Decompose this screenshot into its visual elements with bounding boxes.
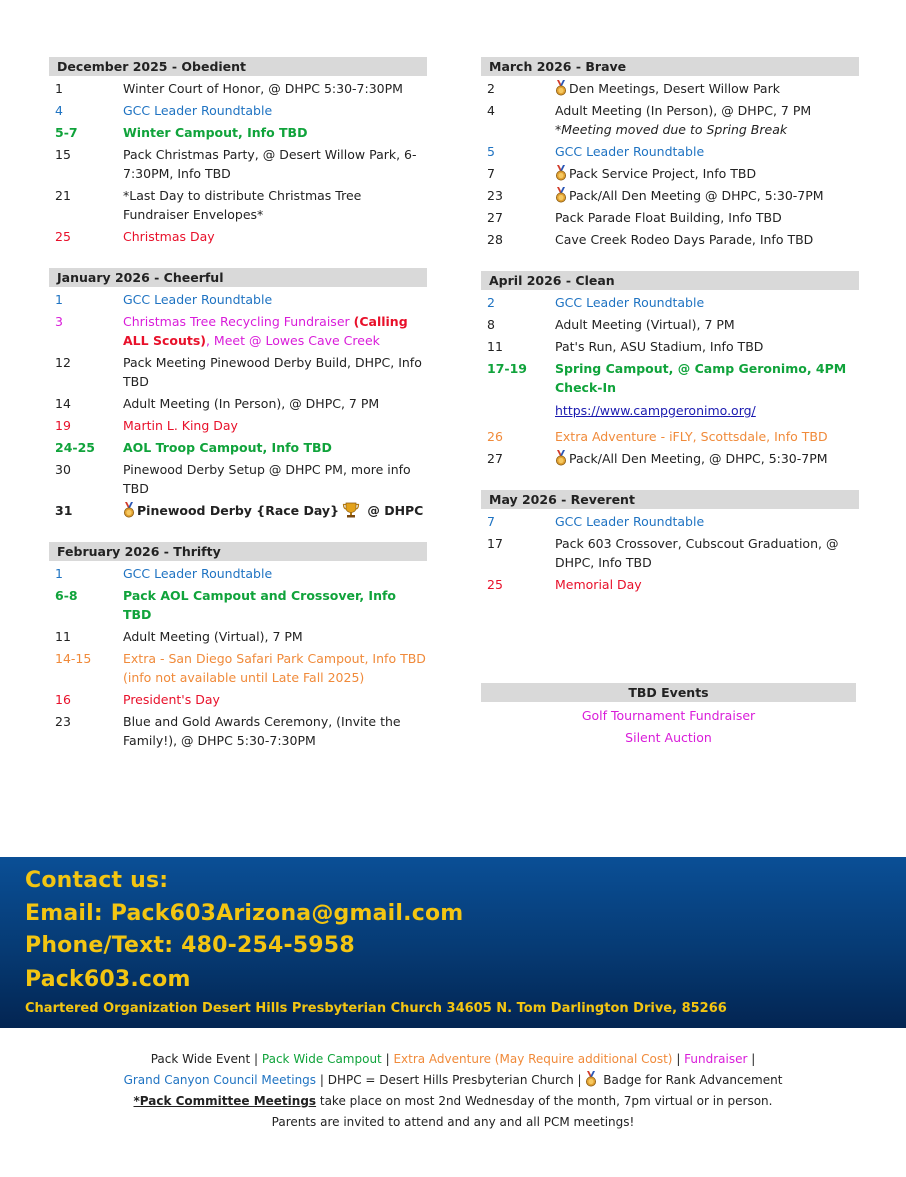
legend-committee-text: take place on most 2nd Wednesday of the month, 7pm virtual or in person. — [316, 1094, 773, 1108]
event-date: 21 — [55, 188, 71, 203]
tbd-header: TBD Events — [481, 683, 856, 702]
event-text-main: Martin L. King Day — [123, 418, 238, 433]
event-text-after: @ DHPC — [362, 503, 424, 518]
event-text-main: Pack/All Den Meeting @ DHPC, 5:30-7PM — [569, 188, 824, 203]
month-header: May 2026 - Reverent — [481, 490, 859, 509]
event-text — [123, 690, 427, 709]
tbd-item: Golf Tournament Fundraiser — [581, 708, 756, 723]
event-text — [123, 501, 427, 520]
event-row — [481, 315, 859, 334]
event-text — [123, 186, 427, 224]
event-text — [555, 575, 859, 594]
legend-badge: Badge for Rank Advancement — [603, 1073, 783, 1087]
month-section — [481, 490, 859, 594]
event-row — [49, 690, 427, 709]
event-text-main: Adult Meeting (In Person), @ DHPC, 7 PM — [555, 103, 812, 118]
event-text-main: GCC Leader Roundtable — [123, 566, 273, 581]
event-date: 25 — [55, 229, 71, 244]
event-text-part: (Calling ALL Scouts) — [123, 314, 408, 348]
event-text — [123, 438, 427, 457]
tbd-item: Silent Auction — [625, 730, 712, 745]
event-text-main: Pinewood Derby {Race Day} — [137, 503, 339, 518]
event-row — [481, 142, 859, 161]
event-row — [49, 501, 427, 520]
event-text-main: Pack 603 Crossover, Cubscout Graduation, @ DHPC, Info TBD — [555, 536, 839, 570]
event-date: 23 — [487, 188, 503, 203]
event-date: 19 — [55, 418, 71, 433]
legend-line-3 — [0, 1091, 906, 1112]
event-row — [481, 230, 859, 249]
event-text — [555, 142, 859, 161]
event-row — [481, 512, 859, 531]
right-column — [481, 57, 859, 616]
legend-parents: Parents are invited to attend and any and all PCM meetings! — [271, 1115, 635, 1129]
event-date: 14-15 — [55, 651, 92, 666]
event-date: 12 — [55, 355, 71, 370]
event-text — [123, 312, 427, 350]
event-row — [49, 564, 427, 583]
event-text — [123, 145, 427, 183]
month-header: January 2026 - Cheerful — [49, 268, 427, 287]
event-row — [481, 293, 859, 312]
event-text-main: Pack/All Den Meeting, @ DHPC, 5:30-7PM — [569, 451, 828, 466]
event-text-part: Christmas Tree Recycling Fundraiser — [123, 314, 354, 329]
event-text — [123, 79, 427, 98]
month-header: February 2026 - Thrifty — [49, 542, 427, 561]
month-header: December 2025 - Obedient — [49, 57, 427, 76]
event-link-cell — [555, 401, 859, 420]
legend-separator: | — [316, 1073, 328, 1087]
contact-heading: Contact us: — [25, 868, 169, 893]
event-date: 8 — [487, 317, 495, 332]
contact-email[interactable]: Email: Pack603Arizona@gmail.com — [25, 901, 464, 926]
event-row — [49, 416, 427, 435]
tbd-events — [481, 683, 856, 749]
event-date: 17 — [487, 536, 503, 551]
event-date: 3 — [55, 314, 63, 329]
event-text — [555, 337, 859, 356]
event-text — [555, 534, 859, 572]
contact-banner — [0, 857, 906, 1028]
legend-dhpc: DHPC = Desert Hills Presbyterian Church — [327, 1073, 574, 1087]
event-date: 24-25 — [55, 440, 95, 455]
event-text-main: AOL Troop Campout, Info TBD — [123, 440, 332, 455]
event-date: 2 — [487, 81, 495, 96]
event-text-part: , Meet @ Lowes Cave Creek — [205, 333, 380, 348]
medal-icon — [555, 165, 567, 181]
event-text-main: Winter Court of Honor, @ DHPC 5:30-7:30PM — [123, 81, 403, 96]
event-text — [555, 512, 859, 531]
event-text-main: Spring Campout, @ Camp Geronimo, 4PM Check-In — [555, 361, 847, 395]
event-link-spacer — [481, 401, 555, 420]
legend-separator: | — [747, 1052, 756, 1066]
event-text — [123, 564, 427, 583]
event-link-row — [481, 401, 859, 420]
event-text — [123, 712, 427, 750]
event-row — [49, 353, 427, 391]
event-text-main: Pack Christmas Party, @ Desert Willow Park, 6-7:30PM, Info TBD — [123, 147, 417, 181]
event-text-main: Pack Parade Float Building, Info TBD — [555, 210, 782, 225]
event-date: 16 — [55, 692, 71, 707]
event-date: 15 — [55, 147, 71, 162]
event-text-main: GCC Leader Roundtable — [123, 292, 273, 307]
event-text-main: GCC Leader Roundtable — [555, 144, 705, 159]
month-section — [49, 542, 427, 750]
event-row — [481, 337, 859, 356]
event-date: 31 — [55, 503, 73, 518]
event-row — [49, 586, 427, 624]
event-row — [49, 123, 427, 142]
legend-line-1 — [0, 1049, 906, 1070]
event-text-main: Pat's Run, ASU Stadium, Info TBD — [555, 339, 764, 354]
event-row — [481, 186, 859, 205]
month-section — [481, 57, 859, 249]
event-row — [49, 145, 427, 183]
event-text — [555, 427, 859, 446]
event-text-main: GCC Leader Roundtable — [123, 103, 273, 118]
event-date: 1 — [55, 566, 63, 581]
event-row — [49, 186, 427, 224]
event-text-main: Adult Meeting (Virtual), 7 PM — [555, 317, 735, 332]
event-text — [123, 416, 427, 435]
event-text — [555, 359, 859, 397]
event-date: 17-19 — [487, 361, 527, 376]
legend-separator: | — [573, 1073, 586, 1087]
event-row — [49, 649, 427, 687]
legend-separator: | — [381, 1052, 394, 1066]
event-date: 30 — [55, 462, 71, 477]
contact-site[interactable]: Pack603.com — [25, 967, 191, 992]
event-date: 23 — [55, 714, 71, 729]
event-text — [123, 123, 427, 142]
event-text-main: Christmas Day — [123, 229, 215, 244]
legend-fundraiser: Fundraiser — [684, 1052, 748, 1066]
event-date: 6-8 — [55, 588, 78, 603]
event-text-main: Pack Meeting Pinewood Derby Build, DHPC, Info TBD — [123, 355, 422, 389]
event-date: 5 — [487, 144, 495, 159]
event-date: 7 — [487, 166, 495, 181]
event-date: 2 — [487, 295, 495, 310]
event-date: 27 — [487, 210, 503, 225]
event-row — [49, 290, 427, 309]
event-text — [555, 230, 859, 249]
medal-icon — [585, 1071, 597, 1087]
event-text — [123, 649, 427, 687]
event-text — [555, 164, 859, 183]
legend-separator: | — [672, 1052, 685, 1066]
event-date: 5-7 — [55, 125, 78, 140]
event-row — [481, 164, 859, 183]
medal-icon — [555, 187, 567, 203]
event-row — [481, 208, 859, 227]
legend — [0, 1049, 906, 1133]
trophy-icon — [342, 502, 360, 518]
event-text — [555, 79, 859, 98]
event-text-main: *Last Day to distribute Christmas Tree Fundraiser Envelopes* — [123, 188, 362, 222]
event-row — [481, 575, 859, 594]
medal-icon — [555, 80, 567, 96]
event-date: 28 — [487, 232, 503, 247]
event-row — [481, 101, 859, 139]
month-header: April 2026 - Clean — [481, 271, 859, 290]
contact-phone[interactable]: Phone/Text: 480-254-5958 — [25, 933, 355, 958]
event-text — [123, 290, 427, 309]
event-row — [49, 712, 427, 750]
event-row — [49, 460, 427, 498]
event-text-main: Cave Creek Rodeo Days Parade, Info TBD — [555, 232, 814, 247]
legend-pack-event: Pack Wide Event — [150, 1052, 251, 1066]
event-text — [555, 293, 859, 312]
month-section — [481, 271, 859, 468]
event-row — [49, 394, 427, 413]
month-section — [49, 57, 427, 246]
event-text — [555, 101, 859, 139]
event-date: 25 — [487, 577, 503, 592]
event-row — [481, 359, 859, 397]
month-header: March 2026 - Brave — [481, 57, 859, 76]
event-text-main: Memorial Day — [555, 577, 642, 592]
event-text — [123, 394, 427, 413]
event-text-main: GCC Leader Roundtable — [555, 514, 705, 529]
event-row — [481, 79, 859, 98]
event-text-main: Winter Campout, Info TBD — [123, 125, 308, 140]
event-text — [555, 449, 859, 468]
event-text-main: Adult Meeting (In Person), @ DHPC, 7 PM — [123, 396, 380, 411]
event-date: 1 — [55, 81, 63, 96]
event-text-main: Pack AOL Campout and Crossover, Info TBD — [123, 588, 397, 622]
event-text — [555, 186, 859, 205]
medal-icon — [555, 450, 567, 466]
event-date: 11 — [487, 339, 503, 354]
camp-geronimo-link[interactable]: https://www.campgeronimo.org/ — [555, 403, 756, 418]
event-row — [49, 312, 427, 350]
event-date: 27 — [487, 451, 503, 466]
event-text-main: Pinewood Derby Setup @ DHPC PM, more info TBD — [123, 462, 411, 496]
legend-committee-label: *Pack Committee Meetings — [133, 1094, 317, 1108]
legend-separator: | — [250, 1052, 262, 1066]
month-section — [49, 268, 427, 520]
event-text-main: Pack Service Project, Info TBD — [569, 166, 757, 181]
event-date: 14 — [55, 396, 71, 411]
event-date: 26 — [487, 429, 503, 444]
event-text — [123, 586, 427, 624]
event-note: *Meeting moved due to Spring Break — [555, 122, 788, 137]
event-text-main: Adult Meeting (Virtual), 7 PM — [123, 629, 303, 644]
legend-line-2 — [0, 1070, 906, 1091]
event-row — [481, 534, 859, 572]
event-row — [481, 449, 859, 468]
event-row — [481, 427, 859, 446]
event-text — [123, 627, 427, 646]
legend-gcc: Grand Canyon Council Meetings — [123, 1073, 317, 1087]
event-text — [123, 353, 427, 391]
event-text-main: Extra - San Diego Safari Park Campout, Info TBD (info not available until Late Fall 2025) — [123, 651, 426, 685]
event-text — [555, 208, 859, 227]
event-date: 4 — [55, 103, 63, 118]
event-text — [123, 101, 427, 120]
left-column — [49, 57, 427, 772]
contact-charter: Chartered Organization Desert Hills Presbyterian Church 34605 N. Tom Darlington Drive, 85266 — [25, 1001, 727, 1016]
event-text-main: Blue and Gold Awards Ceremony, (Invite the Family!), @ DHPC 5:30-7:30PM — [123, 714, 401, 748]
event-text-main: GCC Leader Roundtable — [555, 295, 705, 310]
medal-icon — [123, 502, 135, 518]
event-row — [49, 101, 427, 120]
event-text — [555, 315, 859, 334]
event-text — [123, 460, 427, 498]
legend-pack-campout: Pack Wide Campout — [261, 1052, 382, 1066]
event-date: 11 — [55, 629, 71, 644]
event-row — [49, 627, 427, 646]
event-date: 1 — [55, 292, 63, 307]
event-row — [49, 227, 427, 246]
event-text — [123, 227, 427, 246]
event-text-main: Den Meetings, Desert Willow Park — [569, 81, 780, 96]
event-text-main: Extra Adventure - iFLY, Scottsdale, Info TBD — [555, 429, 828, 444]
legend-extra: Extra Adventure (May Require additional Cost) — [393, 1052, 673, 1066]
event-date: 7 — [487, 514, 495, 529]
event-text-main: President's Day — [123, 692, 220, 707]
event-row — [49, 79, 427, 98]
event-row — [49, 438, 427, 457]
event-date: 4 — [487, 103, 495, 118]
